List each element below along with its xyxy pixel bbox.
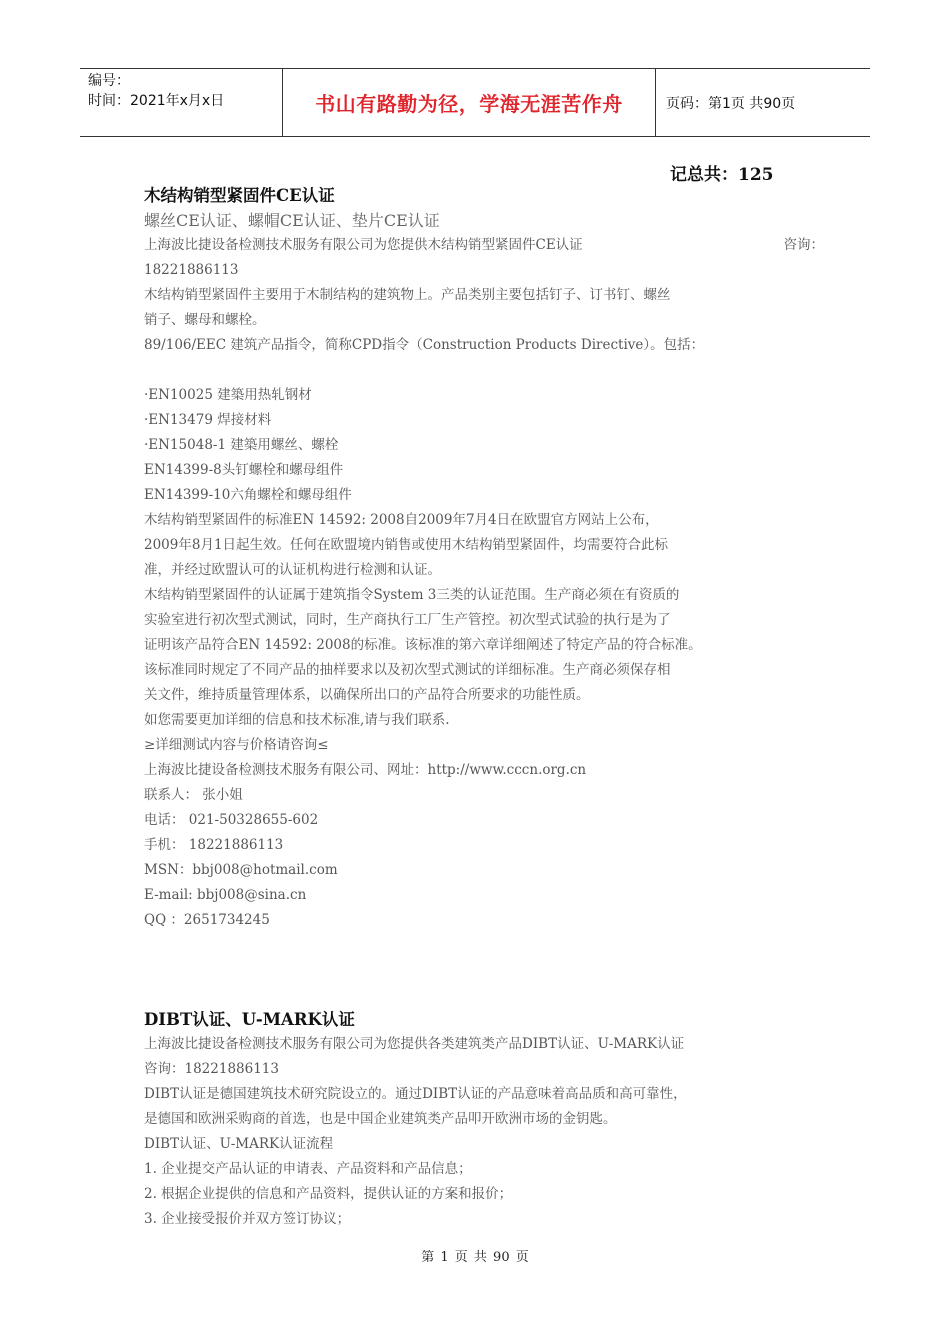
contact-company: 上海波比捷设备检测技术服务有限公司、网址：http://www.cccn.org.cn (144, 762, 587, 778)
number-label: 编号： (88, 73, 130, 89)
header-motto: 书山有路勤为径，学海无涯苦作舟 (283, 69, 656, 136)
process-step: 2. 根据企业提供的信息和产品资料，提供认证的方案和报价； (144, 1186, 513, 1202)
page-footer: 第 1 页 共 90 页 (421, 1250, 529, 1265)
contact-person: 联系人： 张小姐 (144, 787, 243, 803)
section1-intro (144, 233, 824, 258)
section2-intro: 上海波比捷设备检测技术服务有限公司为您提供各类建筑类产品DIBT认证、U-MARK认证 (144, 1036, 685, 1052)
list-item: ·EN15048-1 建築用螺丝、螺栓 (144, 437, 339, 453)
para1-line: 销子、螺母和螺栓。 (144, 312, 266, 328)
header-meta (80, 69, 283, 136)
process-title: DIBT认证、U-MARK认证流程 (144, 1136, 334, 1152)
para2-line: 准，并经过欧盟认可的认证机构进行检测和认证。 (144, 562, 441, 578)
contact-prompt: ≥详细测试内容与价格请咨询≤ (144, 737, 329, 753)
header-page-info: 页码：第1页 共90页 (666, 95, 796, 112)
total-count: 记总共：125 (670, 165, 774, 185)
section2-consult: 咨询：18221886113 (144, 1061, 279, 1077)
intro-text: 上海波比捷设备检测技术服务有限公司为您提供木结构销型紧固件CE认证 (144, 237, 583, 253)
para3-line: 实验室进行初次型式测试，同时，生产商执行工厂生产管控。初次型式试验的执行是为了 (144, 612, 671, 628)
para2-line: 木结构销型紧固件的标准EN 14592: 2008自2009年7月4日在欧盟官方网站上公布， (144, 512, 659, 528)
contact-tel: 电话： 021-50328655-602 (144, 812, 319, 828)
intro-phone: 18221886113 (144, 262, 239, 278)
contact-msn: MSN：bbj008@hotmail.com (144, 862, 338, 878)
para3-line: 证明该产品符合EN 14592: 2008的标准。该标准的第六章详细阐述了特定产品的符合标准。 (144, 637, 702, 653)
list-item: EN14399-8头钉螺栓和螺母组件 (144, 462, 344, 478)
directive-line: 89/106/EEC 建筑产品指令，简称CPD指令（Construction Products Directive）。包括： (144, 337, 705, 353)
contact-qq: QQ ：2651734245 (144, 912, 270, 928)
list-item: EN14399-10六角螺栓和螺母组件 (144, 487, 352, 503)
process-step: 1. 企业提交产品认证的申请表、产品资料和产品信息； (144, 1161, 472, 1177)
section2-para-line: 是德国和欧洲采购商的首选，也是中国企业建筑类产品叩开欧洲市场的金钥匙。 (144, 1111, 617, 1127)
intro-consult: 咨询： (783, 237, 824, 253)
contact-mobile: 手机： 18221886113 (144, 837, 284, 853)
list-item: ·EN10025 建築用热轧钢材 (144, 387, 312, 403)
contact-email: E-mail: bbj008@sina.cn (144, 887, 307, 903)
para2-line: 2009年8月1日起生效。任何在欧盟境内销售或使用木结构销型紧固件，均需要符合此标 (144, 537, 669, 553)
para3-line: 木结构销型紧固件的认证属于建筑指令System 3三类的认证范围。生产商必须在有资质的 (144, 587, 680, 603)
section1-title: 木结构销型紧固件CE认证 (144, 186, 335, 205)
section2-title: DIBT认证、U-MARK认证 (144, 1010, 355, 1029)
document-body (144, 184, 824, 1232)
section2-para-line: DIBT认证是德国建筑技术研究院设立的。通过DIBT认证的产品意味着高品质和高可靠性， (144, 1086, 687, 1102)
para3-line: 关文件，维持质量管理体系，以确保所出口的产品符合所要求的功能性质。 (144, 687, 590, 703)
document-header (80, 68, 870, 137)
process-step: 3. 企业接受报价并双方签订协议； (144, 1211, 351, 1227)
para3-line: 该标准同时规定了不同产品的抽样要求以及初次型式测试的详细标准。生产商必须保存相 (144, 662, 671, 678)
section1-subtitle: 螺丝CE认证、螺帽CE认证、垫片CE认证 (144, 211, 440, 230)
para1-line: 木结构销型紧固件主要用于木制结构的建筑物上。产品类别主要包括钉子、订书钉、螺丝 (144, 287, 671, 303)
time-label: 时间：2021年x月x日 (88, 93, 225, 109)
list-item: ·EN13479 焊接材料 (144, 412, 272, 428)
contact-more: 如您需要更加详细的信息和技术标准,请与我们联系. (144, 712, 450, 728)
